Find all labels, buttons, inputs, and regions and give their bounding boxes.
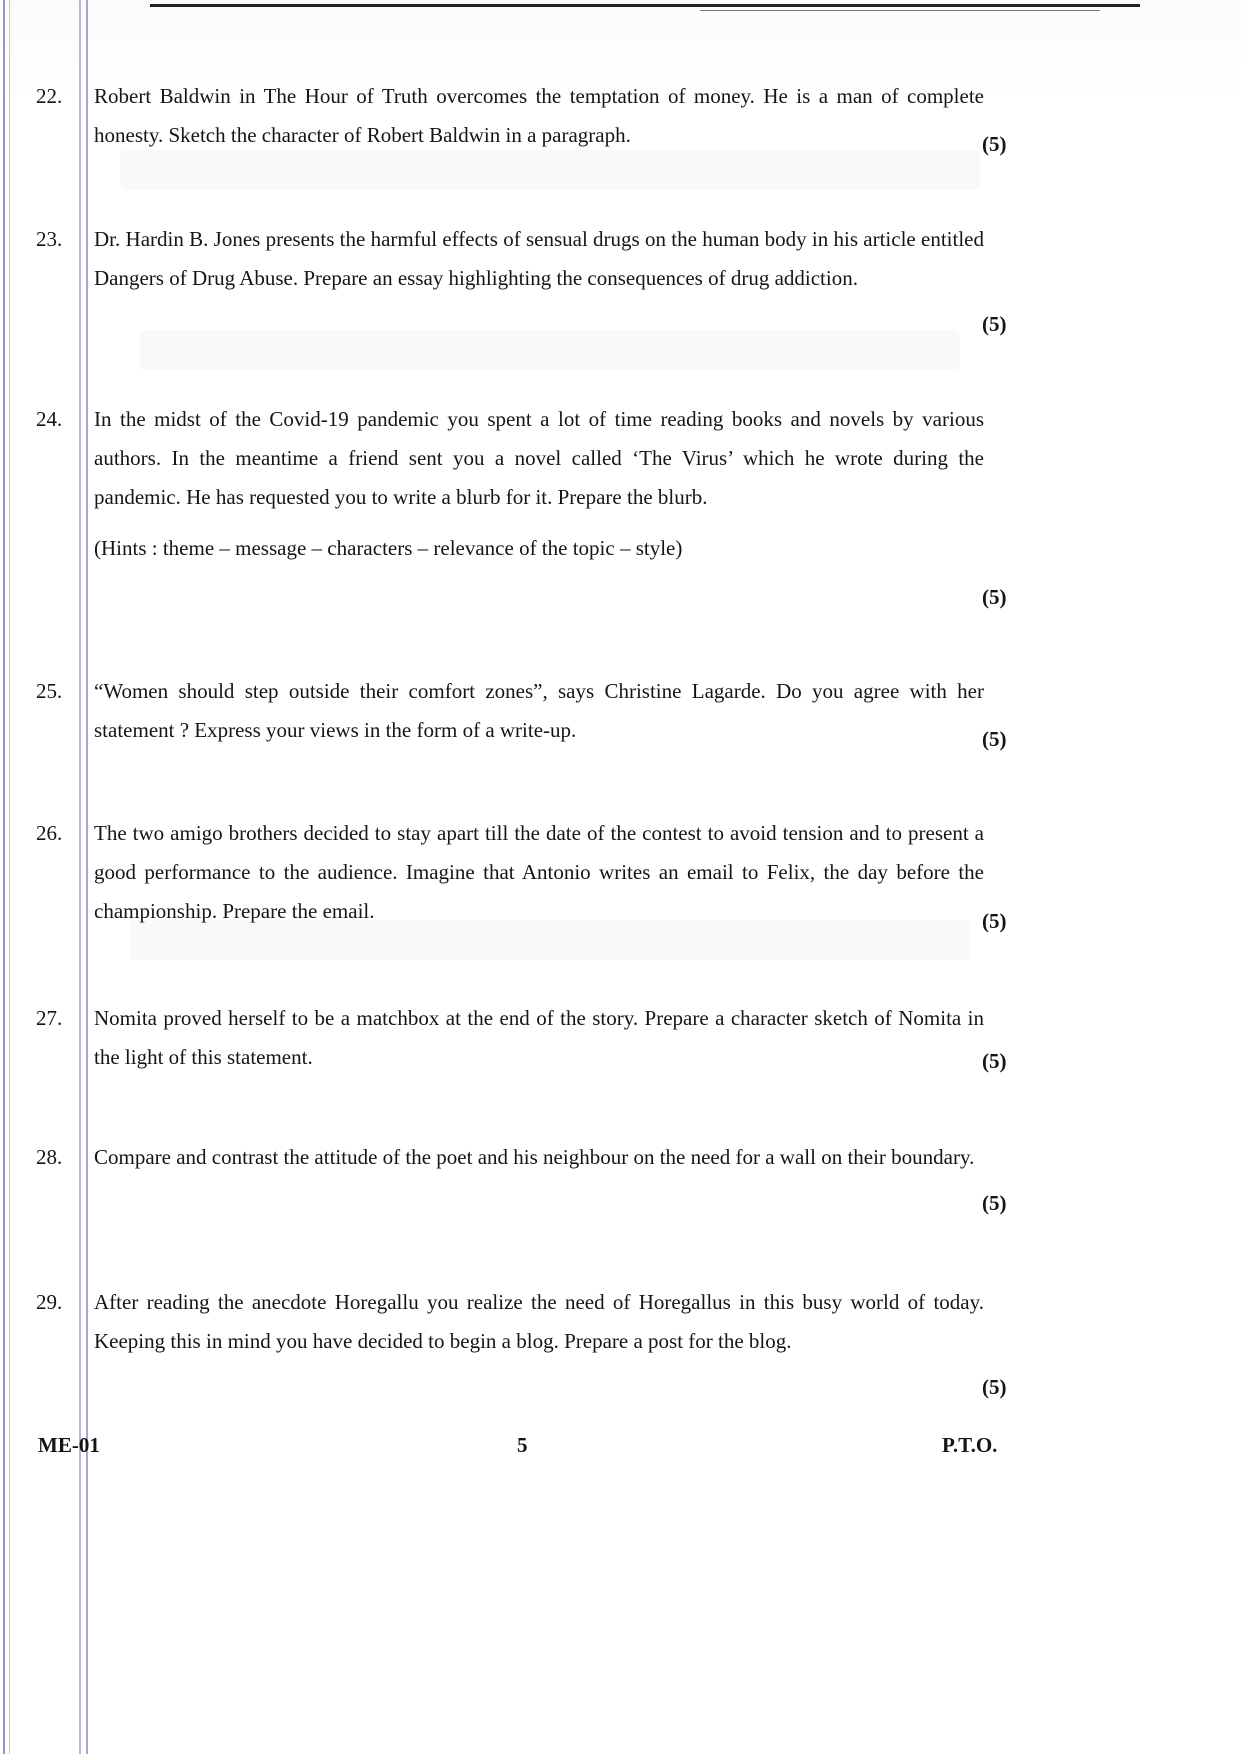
question-text [94, 999, 984, 1077]
question-paragraph: The two amigo brothers decided to stay apart till the date of the contest to avoid tension and to present a good performance to the audience. Imagine that Antonio writes an email to Felix, the day before the championship. Prepare the email. [94, 821, 984, 923]
paper-code: ME-01 [38, 1433, 100, 1457]
question-marks: (5) [982, 1049, 1007, 1073]
question-paragraph: Compare and contrast the attitude of the poet and his neighbour on the need for a wall on their boundary. [94, 1145, 975, 1169]
question-number: 28. [36, 1145, 63, 1169]
please-turn-over: P.T.O. [942, 1433, 998, 1457]
question-marks: (5) [982, 585, 1007, 609]
question-number: 24. [36, 407, 63, 431]
bleed-through [140, 330, 960, 370]
question-paragraph: Robert Baldwin in The Hour of Truth overcomes the temptation of money. He is a man of complete honesty. Sketch the character of Robert Baldwin in a paragraph. [94, 84, 984, 147]
question-number: 27. [36, 1006, 63, 1030]
question-number: 26. [36, 821, 63, 845]
top-rule-secondary [700, 10, 1100, 11]
question-text [94, 672, 984, 750]
question-text [94, 1138, 984, 1177]
top-rule [150, 4, 1140, 7]
binding-line [3, 0, 5, 1754]
question-hint: (Hints : theme – message – characters – relevance of the topic – style) [94, 536, 683, 560]
question-marks: (5) [982, 1191, 1007, 1215]
margin-line [86, 0, 88, 1754]
question-marks: (5) [982, 727, 1007, 751]
question-paragraph: Nomita proved herself to be a matchbox at the end of the story. Prepare a character sketch of Nomita in the light of this statement. [94, 1006, 984, 1069]
question-text [94, 220, 984, 298]
question-number: 29. [36, 1290, 63, 1314]
binding-line [9, 0, 10, 1754]
question-paragraph: In the midst of the Covid-19 pandemic you spent a lot of time reading books and novels by various authors. In the meantime a friend sent you a novel called ‘The Virus’ which he wrote during the pandemic. He has requested you to write a blurb for it. Prepare the blurb. [94, 407, 984, 509]
question-number: 23. [36, 227, 63, 251]
question-text [94, 814, 984, 931]
question-paragraph: “Women should step outside their comfort zones”, says Christine Lagarde. Do you agree with her statement ? Express your views in the form of a write-up. [94, 679, 984, 742]
question-marks: (5) [982, 312, 1007, 336]
margin-line [79, 0, 81, 1754]
question-paragraph: Dr. Hardin B. Jones presents the harmful effects of sensual drugs on the human body in his article entitled Dangers of Drug Abuse. Prepare an essay highlighting the consequences of drug addiction. [94, 227, 984, 290]
question-number: 25. [36, 679, 63, 703]
question-marks: (5) [982, 1375, 1007, 1399]
question-text [94, 77, 984, 155]
bleed-through [120, 150, 980, 190]
question-marks: (5) [982, 132, 1007, 156]
question-text [94, 400, 984, 568]
question-number: 22. [36, 84, 63, 108]
page-number: 5 [517, 1433, 528, 1457]
question-paragraph: After reading the anecdote Horegallu you realize the need of Horegallus in this busy world of today. Keeping this in mind you have decided to begin a blog. Prepare a post for the blog. [94, 1290, 984, 1353]
question-marks: (5) [982, 909, 1007, 933]
question-text [94, 1283, 984, 1361]
